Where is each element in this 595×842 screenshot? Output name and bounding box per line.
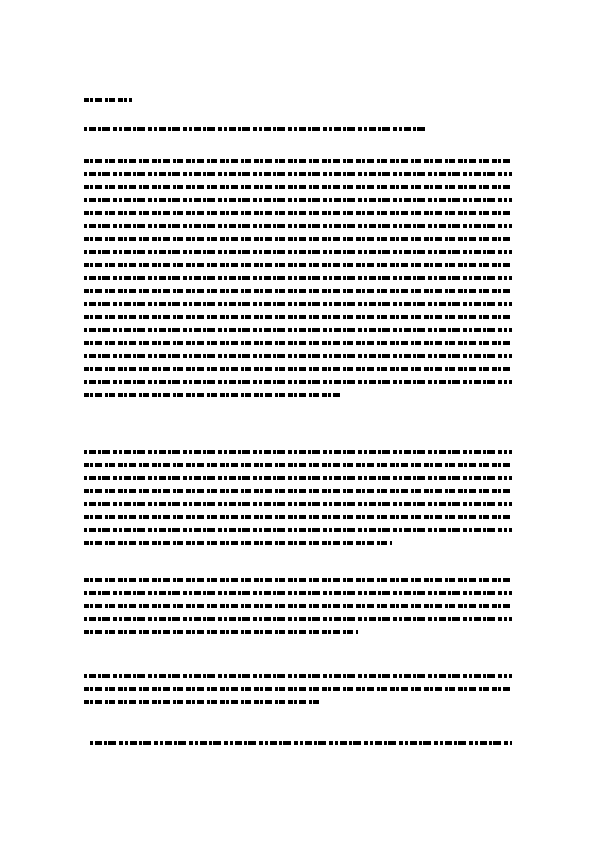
- text-line: [84, 541, 392, 545]
- text-line: [84, 578, 512, 582]
- text-line: [84, 687, 512, 691]
- text-line: [84, 700, 319, 704]
- text-line: [84, 237, 512, 241]
- text-line: [84, 211, 512, 215]
- text-line: [84, 198, 512, 202]
- text-line: [84, 289, 512, 293]
- paragraph-1: [84, 159, 512, 406]
- text-line: [84, 630, 358, 634]
- paragraph-4: [84, 674, 512, 713]
- text-line: [84, 250, 512, 254]
- text-line: [84, 172, 512, 176]
- text-line: [90, 741, 512, 745]
- text-line: [84, 617, 512, 621]
- text-line: [84, 489, 512, 493]
- text-line: [84, 591, 512, 595]
- text-line: [84, 354, 512, 358]
- text-line: [84, 515, 512, 519]
- text-line: [84, 328, 512, 332]
- text-line: [84, 674, 512, 678]
- text-line: [84, 341, 512, 345]
- text-line: [84, 604, 512, 608]
- text-line: [84, 302, 512, 306]
- page-label: [84, 98, 132, 102]
- paragraph-5: [90, 741, 512, 754]
- text-line: [84, 476, 512, 480]
- text-line: [84, 502, 512, 506]
- text-line: [84, 159, 512, 163]
- text-line: [84, 367, 512, 371]
- text-line: [84, 276, 512, 280]
- text-line: [84, 393, 341, 397]
- paragraph-2: [84, 450, 512, 554]
- text-line: [84, 463, 512, 467]
- text-line: [84, 224, 512, 228]
- text-line: [84, 528, 512, 532]
- text-line: [84, 380, 512, 384]
- paragraph-3: [84, 578, 512, 643]
- text-line: [84, 450, 512, 454]
- text-line: [84, 185, 512, 189]
- document-heading: [84, 127, 514, 131]
- text-line: [84, 315, 512, 319]
- text-line: [84, 263, 512, 267]
- document-heading-redacted-text: [84, 127, 426, 131]
- page-label-redacted-text: [84, 98, 132, 102]
